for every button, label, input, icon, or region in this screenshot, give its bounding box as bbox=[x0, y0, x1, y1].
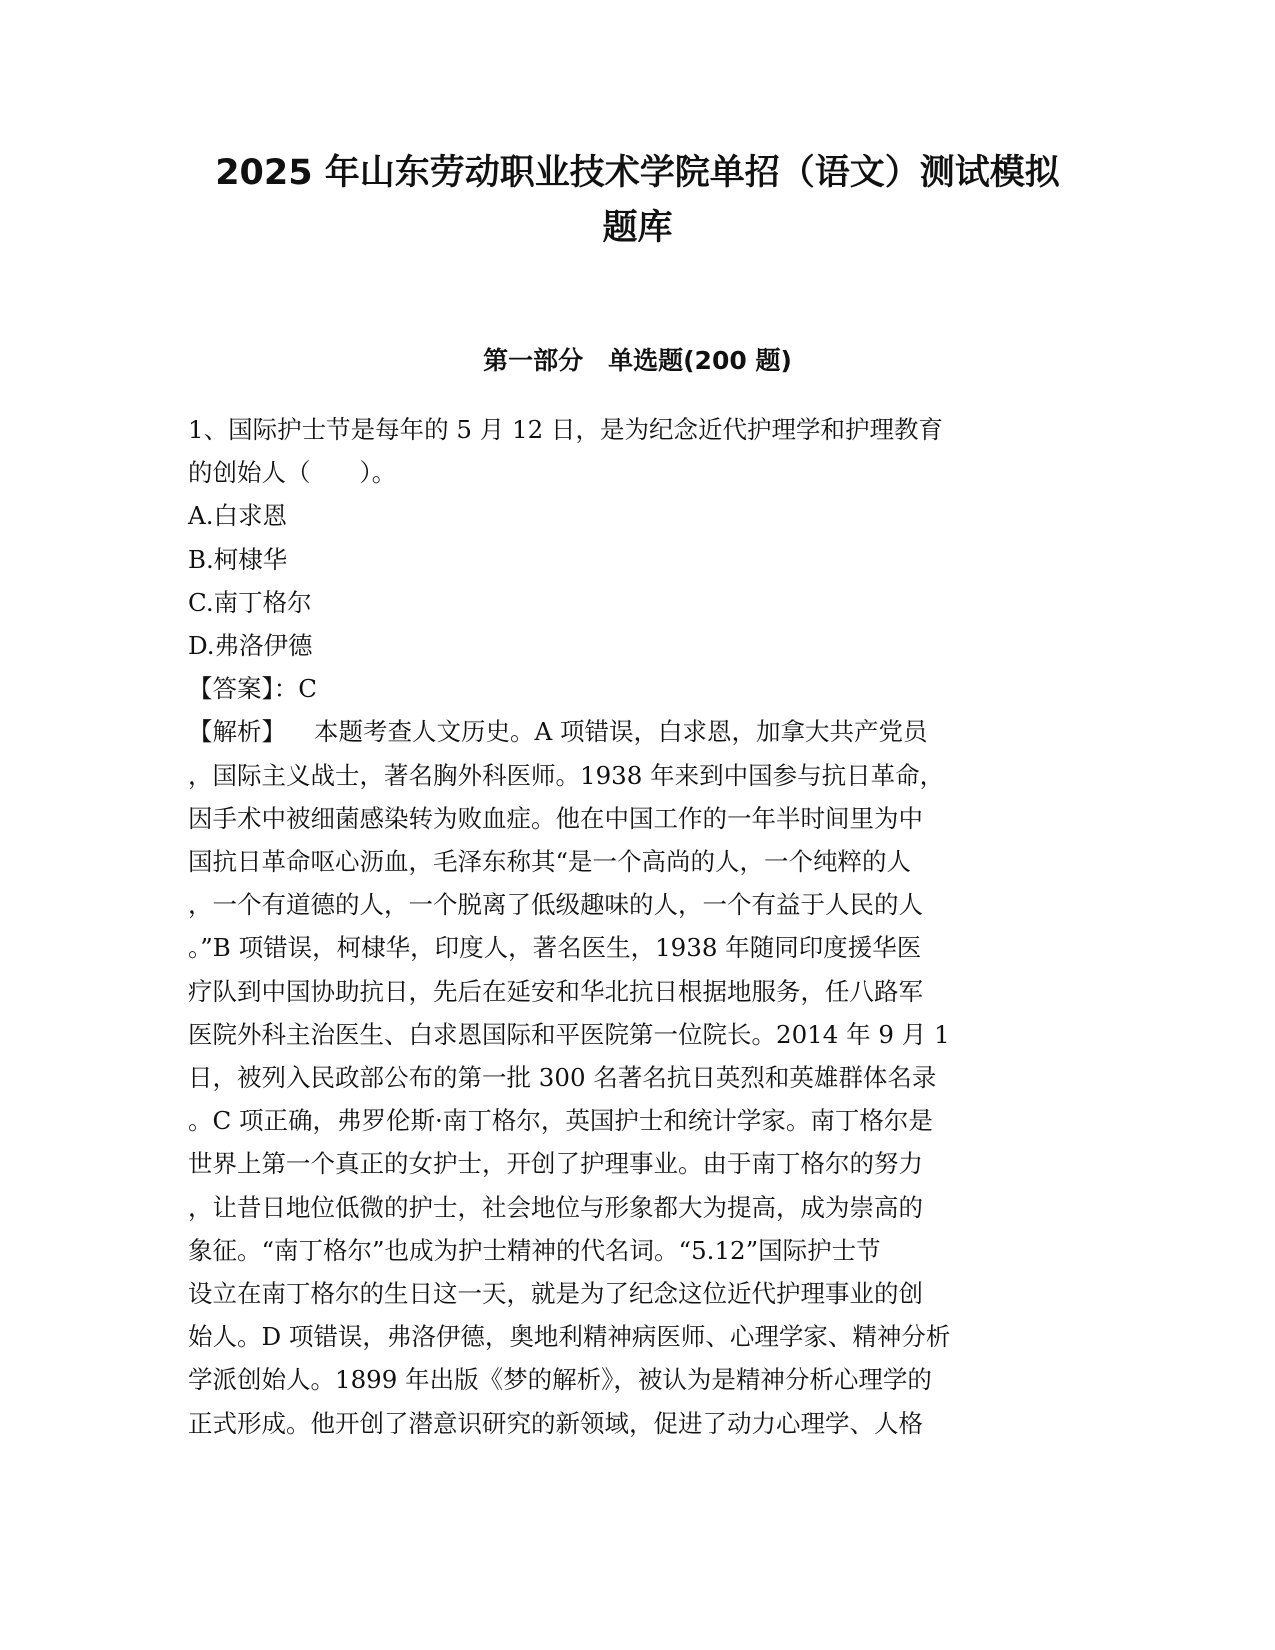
analysis-line: 。”B 项错误，柯棣华，印度人，著名医生，1938 年随同印度援华医 bbox=[188, 933, 922, 963]
analysis-line: 。C 项正确，弗罗伦斯·南丁格尔，英国护士和统计学家。南丁格尔是 bbox=[188, 1106, 933, 1136]
analysis-line: 日，被列入民政部公布的第一批 300 名著名抗日英烈和英雄群体名录 bbox=[188, 1063, 937, 1093]
analysis-line: 象征。“南丁格尔”也成为护士精神的代名词。“5.12”国际护士节 bbox=[188, 1235, 881, 1265]
analysis-line: 始人。D 项错误，弗洛伊德，奥地利精神病医师、心理学家、精神分析 bbox=[188, 1322, 951, 1352]
analysis-line: 医院外科主治医生、白求恩国际和平医院第一位院长。2014 年 9 月 1 bbox=[188, 1019, 950, 1049]
option-a: A.白求恩 bbox=[188, 501, 287, 531]
stem-line: 的创始人（ ）。 bbox=[188, 458, 397, 488]
document-title bbox=[150, 146, 1125, 256]
title-line: 题库 bbox=[602, 208, 673, 248]
option-d: D.弗洛伊德 bbox=[188, 631, 313, 661]
analysis-line: 正式形成。他开创了潜意识研究的新领域，促进了动力心理学、人格 bbox=[188, 1408, 923, 1438]
option-c: C.南丁格尔 bbox=[188, 587, 312, 617]
analysis-line: 设立在南丁格尔的生日这一天，就是为了纪念这位近代护理事业的创 bbox=[188, 1279, 923, 1309]
question-block bbox=[188, 408, 1088, 1445]
analysis-line: ，国际主义战士，著名胸外科医师。1938 年来到中国参与抗日革命， bbox=[188, 760, 945, 790]
analysis-line: 学派创始人。1899 年出版《梦的解析》，被认为是精神分析心理学的 bbox=[188, 1365, 932, 1395]
analysis-line: 疗队到中国协助抗日，先后在延安和华北抗日根据地服务，任八路军 bbox=[188, 976, 923, 1006]
analysis-line: 本题考查人文历史。A 项错误，白求恩，加拿大共产党员 bbox=[314, 717, 928, 747]
analysis-line: ，让昔日地位低微的护士，社会地位与形象都大为提高，成为崇高的 bbox=[188, 1192, 923, 1222]
analysis-line: 国抗日革命呕心沥血，毛泽东称其“是一个高尚的人，一个纯粹的人 bbox=[188, 847, 912, 877]
analysis-line: 因手术中被细菌感染转为败血症。他在中国工作的一年半时间里为中 bbox=[188, 803, 923, 833]
title-line: 2025 年山东劳动职业技术学院单招（语文）测试模拟 bbox=[215, 153, 1060, 193]
answer: 【答案】：C bbox=[188, 674, 317, 704]
analysis bbox=[188, 710, 1088, 1444]
stem-line: 1、国际护士节是每年的 5 月 12 日，是为纪念近代护理学和护理教育 bbox=[188, 415, 943, 444]
analysis-label: 【解析】 bbox=[188, 717, 286, 747]
section-heading: 第一部分 单选题(200 题) bbox=[483, 346, 792, 375]
analysis-first-line bbox=[188, 710, 1088, 753]
analysis-line: 世界上第一个真正的女护士，开创了护理事业。由于南丁格尔的努力 bbox=[188, 1149, 923, 1179]
analysis-line: ，一个有道德的人，一个脱离了低级趣味的人，一个有益于人民的人 bbox=[188, 890, 923, 920]
question-stem bbox=[188, 408, 1088, 494]
option-list bbox=[188, 494, 1088, 667]
option-b: B.柯棣华 bbox=[188, 544, 288, 574]
